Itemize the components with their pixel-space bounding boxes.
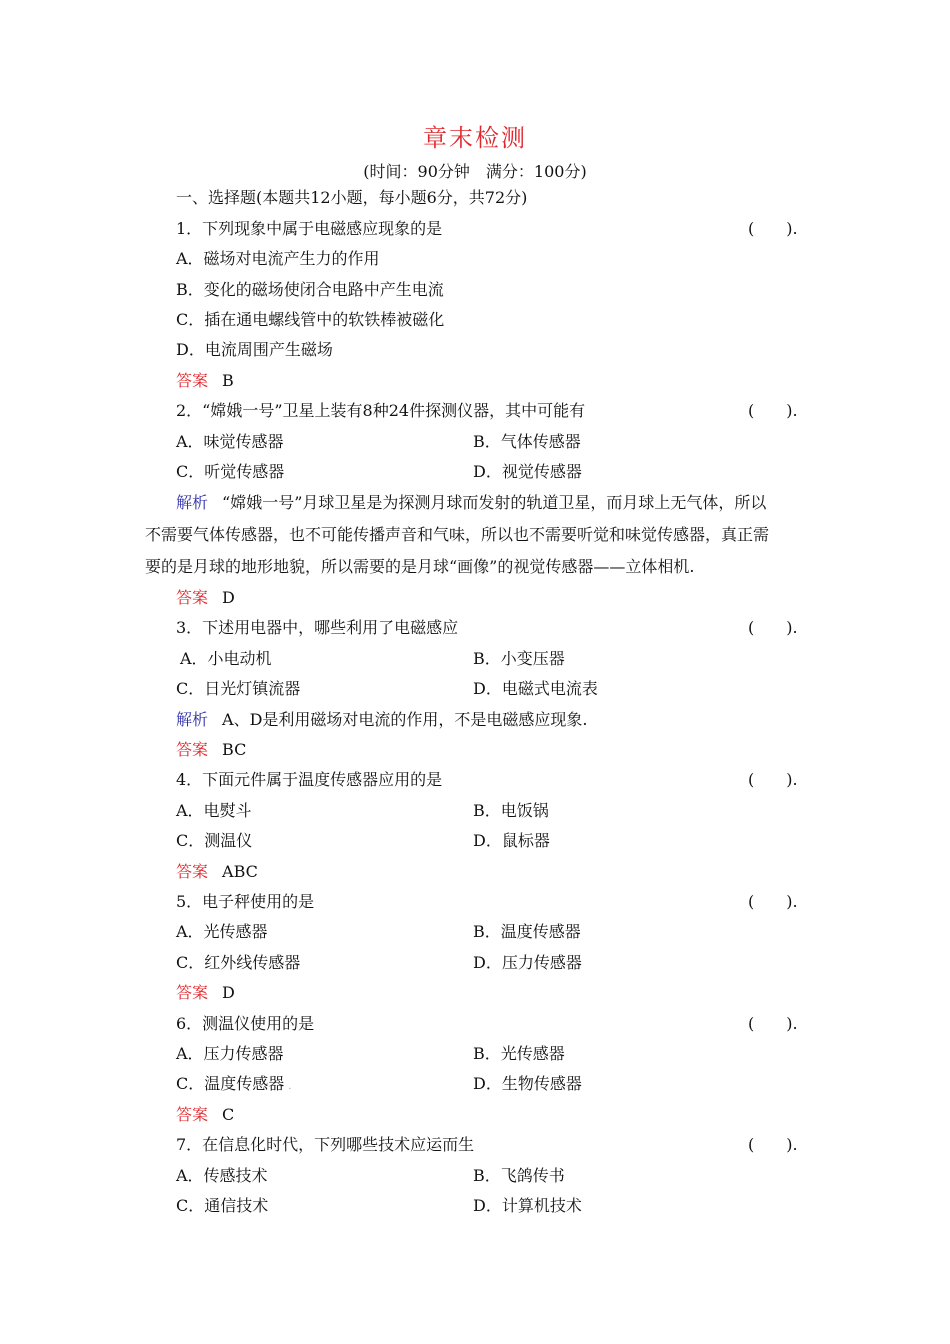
option-text: C．温度传感器 bbox=[176, 1074, 285, 1093]
question-3-option-a: A．小电动机 bbox=[180, 649, 272, 668]
question-6-stem: 6．测温仪使用的是 bbox=[176, 1014, 315, 1033]
question-3-option-d: D．电磁式电流表 bbox=[473, 679, 598, 698]
answer-label: 答案 bbox=[176, 740, 209, 759]
question-2-analysis-line-1 bbox=[176, 493, 766, 513]
question-5-option-a: A．光传感器 bbox=[176, 922, 268, 941]
answer-label: 答案 bbox=[176, 983, 209, 1002]
answer-label: 答案 bbox=[176, 371, 209, 390]
question-5-answer bbox=[176, 983, 235, 1003]
question-5-option-c: C．红外线传感器 bbox=[176, 953, 301, 972]
question-6-option-b: B．光传感器 bbox=[473, 1044, 565, 1063]
question-1-stem: 1．下列现象中属于电磁感应现象的是 bbox=[176, 219, 443, 238]
answer-value: B bbox=[222, 371, 234, 390]
analysis-label: 解析 bbox=[176, 710, 209, 729]
question-5-paren: ( ). bbox=[748, 892, 798, 911]
question-7-option-b: B．飞鸽传书 bbox=[473, 1166, 565, 1185]
answer-label: 答案 bbox=[176, 862, 209, 881]
question-6-paren: ( ). bbox=[748, 1014, 798, 1033]
question-4-paren: ( ). bbox=[748, 770, 798, 789]
answer-value: ABC bbox=[222, 862, 258, 881]
question-4-option-b: B．电饭锅 bbox=[473, 801, 549, 820]
question-2-option-d: D．视觉传感器 bbox=[473, 462, 582, 481]
question-5-stem: 5．电子秤使用的是 bbox=[176, 892, 315, 911]
question-3-stem: 3．下述用电器中，哪些利用了电磁感应 bbox=[176, 618, 459, 637]
question-6-answer bbox=[176, 1105, 234, 1125]
page-title: 章末检测 bbox=[423, 124, 527, 152]
question-4-option-d: D．鼠标器 bbox=[473, 831, 550, 850]
question-3-answer bbox=[176, 740, 246, 760]
question-3-option-c: C．日光灯镇流器 bbox=[176, 679, 301, 698]
answer-value: C bbox=[222, 1105, 235, 1124]
question-2-option-b: B．气体传感器 bbox=[473, 432, 581, 451]
question-6-option-a: A．压力传感器 bbox=[176, 1044, 284, 1063]
question-5-option-d: D．压力传感器 bbox=[473, 953, 582, 972]
question-3-analysis-line-1 bbox=[176, 710, 588, 730]
question-2-answer bbox=[176, 588, 235, 608]
question-4-answer bbox=[176, 862, 258, 882]
question-7-option-c: C．通信技术 bbox=[176, 1196, 269, 1215]
question-1-paren: ( ). bbox=[748, 219, 798, 238]
question-3-option-b: B．小变压器 bbox=[473, 649, 565, 668]
question-4-stem: 4．下面元件属于温度传感器应用的是 bbox=[176, 770, 443, 789]
question-1-option-c: C．插在通电螺线管中的软铁棒被磁化 bbox=[176, 310, 445, 329]
question-1-option-b: B．变化的磁场使闭合电路中产生电流 bbox=[176, 280, 444, 299]
question-4-option-a: A．电熨斗 bbox=[176, 801, 252, 820]
question-2-option-a: A．味觉传感器 bbox=[176, 432, 284, 451]
section-heading: 一、选择题(本题共12小题，每小题6分，共72分) bbox=[176, 188, 528, 207]
question-1-option-d: D．电流周围产生磁场 bbox=[176, 340, 333, 359]
question-4-option-c: C．测温仪 bbox=[176, 831, 253, 850]
answer-value: BC bbox=[222, 740, 247, 759]
answer-value: D bbox=[222, 588, 235, 607]
answer-label: 答案 bbox=[176, 1105, 209, 1124]
answer-value: D bbox=[222, 983, 235, 1002]
question-2-stem: 2．“嫦娥一号”卫星上装有8种24件探测仪器，其中可能有 bbox=[176, 401, 586, 420]
question-6-option-c bbox=[176, 1074, 291, 1097]
scan-mark: . bbox=[284, 1081, 292, 1092]
question-7-stem: 7．在信息化时代，下列哪些技术应运而生 bbox=[176, 1135, 475, 1154]
question-1-option-a: A．磁场对电流产生力的作用 bbox=[176, 249, 380, 268]
question-1-answer bbox=[176, 371, 234, 391]
question-6-option-d: D．生物传感器 bbox=[473, 1074, 582, 1093]
analysis-text: “嫦娥一号”月球卫星是为探测月球而发射的轨道卫星，而月球上无气体，所以 bbox=[222, 493, 767, 512]
question-2-analysis-line-2: 不需要气体传感器，也不可能传播声音和气味，所以也不需要听觉和味觉传感器，真正需 bbox=[145, 525, 770, 544]
question-7-paren: ( ). bbox=[748, 1135, 798, 1154]
question-7-option-d: D．计算机技术 bbox=[473, 1196, 582, 1215]
question-3-paren: ( ). bbox=[748, 618, 798, 637]
question-7-option-a: A．传感技术 bbox=[176, 1166, 268, 1185]
question-5-option-b: B．温度传感器 bbox=[473, 922, 581, 941]
answer-label: 答案 bbox=[176, 588, 209, 607]
analysis-text: A、D是利用磁场对电流的作用，不是电磁感应现象. bbox=[222, 710, 588, 729]
page-subtitle: (时间：90分钟 满分：100分) bbox=[363, 162, 587, 181]
question-2-analysis-line-3: 要的是月球的地形地貌，所以需要的是月球“画像”的视觉传感器——立体相机. bbox=[145, 557, 695, 576]
question-2-paren: ( ). bbox=[748, 401, 798, 420]
analysis-label: 解析 bbox=[176, 493, 209, 512]
question-2-option-c: C．听觉传感器 bbox=[176, 462, 285, 481]
